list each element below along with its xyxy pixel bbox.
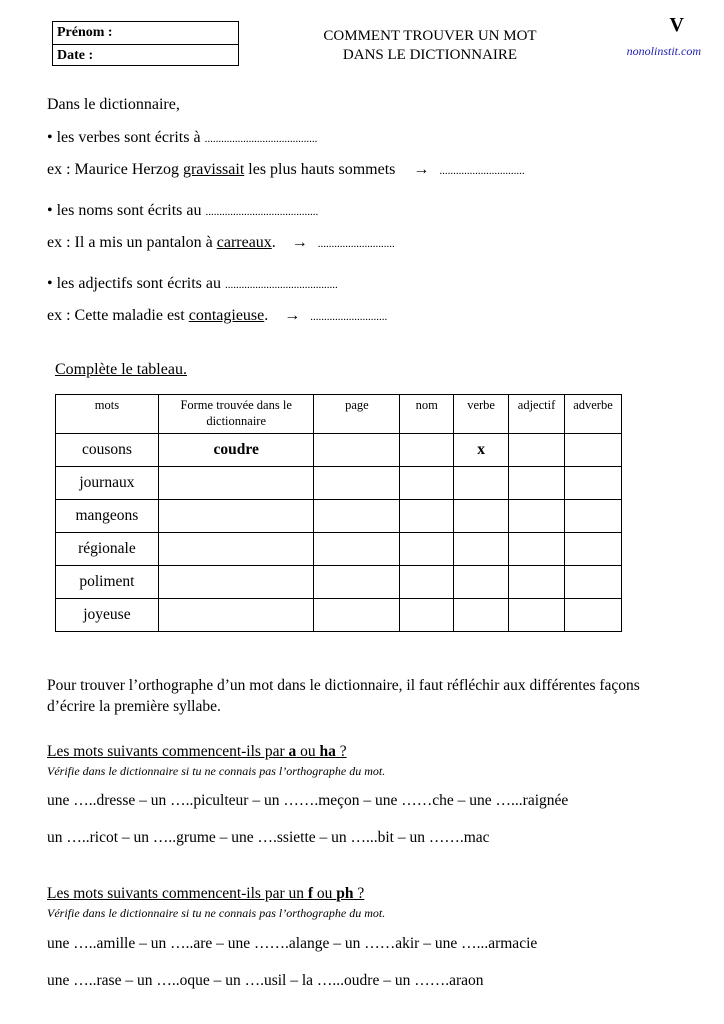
cell-adjectif[interactable] bbox=[509, 434, 565, 467]
cell-page[interactable] bbox=[314, 434, 400, 467]
table-row bbox=[56, 566, 622, 599]
answer-verbes[interactable]: ......................................... bbox=[204, 133, 318, 145]
cell-adverbe[interactable] bbox=[564, 434, 621, 467]
example-1-word: gravissait bbox=[182, 161, 245, 178]
rule-verbes-text: • les verbes sont écrits à bbox=[47, 129, 201, 146]
example-2-word: carreaux bbox=[216, 234, 272, 251]
cell-forme[interactable] bbox=[158, 566, 314, 599]
header-verbe: verbe bbox=[454, 395, 509, 434]
exercise-f-q-pre: Les mots suivants commencent-ils par un bbox=[47, 885, 308, 902]
cell-adverbe[interactable] bbox=[564, 566, 621, 599]
cell-page[interactable] bbox=[314, 599, 400, 632]
exercise-a-q-pre: Les mots suivants commencent-ils par bbox=[47, 743, 289, 760]
table-row bbox=[56, 434, 622, 467]
cell-nom[interactable] bbox=[400, 467, 454, 500]
exercise-a-q-a: a bbox=[288, 743, 297, 760]
cell-adjectif[interactable] bbox=[509, 467, 565, 500]
exercise-a-hint: Vérifie dans le dictionnaire si tu ne connais pas l’orthographe du mot. bbox=[47, 764, 386, 778]
example-1-post: les plus hauts sommets bbox=[244, 161, 396, 178]
answer-example-1[interactable]: ............................... bbox=[439, 165, 525, 177]
exercise-a-line-1[interactable]: une …..dresse – un …..piculteur – un …….meçon – une ……che – une …...raignée bbox=[47, 792, 569, 809]
example-3-post: . bbox=[264, 307, 269, 324]
rule-verbes bbox=[47, 129, 317, 147]
date-label: Date : bbox=[57, 47, 94, 63]
example-3 bbox=[47, 307, 387, 325]
example-3-pre: ex : Cette maladie est bbox=[47, 307, 189, 324]
table-header-row bbox=[56, 395, 622, 434]
exercise-f-q-mid: ou bbox=[313, 885, 337, 902]
cell-forme[interactable] bbox=[158, 533, 314, 566]
header-mots: mots bbox=[56, 395, 159, 434]
exercise-f-question bbox=[47, 885, 364, 903]
cell-forme[interactable] bbox=[158, 599, 314, 632]
cell-verbe[interactable] bbox=[454, 533, 509, 566]
cell-adjectif[interactable] bbox=[509, 500, 565, 533]
cell-mot: régionale bbox=[56, 533, 159, 566]
cell-nom[interactable] bbox=[400, 533, 454, 566]
header-nom: nom bbox=[400, 395, 454, 434]
cell-verbe[interactable] bbox=[454, 500, 509, 533]
rule-noms-text: • les noms sont écrits au bbox=[47, 202, 202, 219]
cell-adverbe[interactable] bbox=[564, 599, 621, 632]
cell-adverbe[interactable] bbox=[564, 500, 621, 533]
exercise-a-line-2[interactable]: un …..ricot – un …..grume – une ….ssiette – un …...bit – un …….mac bbox=[47, 829, 490, 846]
cell-page[interactable] bbox=[314, 533, 400, 566]
exercise-a-question bbox=[47, 743, 347, 761]
cell-mot: joyeuse bbox=[56, 599, 159, 632]
site-link[interactable]: nonolinstit.com bbox=[626, 44, 701, 58]
prenom-label: Prénom : bbox=[57, 25, 113, 40]
cell-adjectif[interactable] bbox=[509, 566, 565, 599]
cell-mot: journaux bbox=[56, 467, 159, 500]
cell-nom[interactable] bbox=[400, 566, 454, 599]
ortho-line-1: Pour trouver l’orthographe d’un mot dans le dictionnaire, il faut réfléchir aux différentes façons bbox=[47, 677, 640, 694]
rule-adjectifs-text: • les adjectifs sont écrits au bbox=[47, 275, 221, 292]
example-2 bbox=[47, 234, 395, 252]
rule-noms bbox=[47, 202, 318, 220]
cell-mot: poliment bbox=[56, 566, 159, 599]
answer-example-2[interactable]: ............................ bbox=[317, 238, 395, 250]
cell-mot: mangeons bbox=[56, 500, 159, 533]
exercise-a-q-ha: ha bbox=[319, 743, 336, 760]
date-field[interactable] bbox=[53, 44, 238, 67]
cell-nom[interactable] bbox=[400, 599, 454, 632]
cell-adjectif[interactable] bbox=[509, 599, 565, 632]
ortho-line-2: d’écrire la première syllabe. bbox=[47, 698, 221, 715]
rule-adjectifs bbox=[47, 275, 338, 293]
exercise-f-line-1[interactable]: une …..amille – un …..are – une …….alange – un ……akir – une …...armacie bbox=[47, 935, 538, 952]
example-3-word: contagieuse bbox=[188, 307, 265, 324]
cell-forme[interactable] bbox=[158, 500, 314, 533]
prenom-field[interactable] bbox=[53, 22, 238, 44]
level-badge: V bbox=[669, 14, 684, 36]
title-line-2: DANS LE DICTIONNAIRE bbox=[342, 47, 518, 63]
cell-page[interactable] bbox=[314, 467, 400, 500]
table-row bbox=[56, 467, 622, 500]
cell-forme[interactable]: coudre bbox=[158, 434, 314, 467]
intro-heading: Dans le dictionnaire, bbox=[47, 96, 180, 113]
answer-noms[interactable]: ......................................... bbox=[205, 206, 319, 218]
example-2-pre: ex : Il a mis un pantalon à bbox=[47, 234, 217, 251]
cell-adverbe[interactable] bbox=[564, 533, 621, 566]
cell-mot: cousons bbox=[56, 434, 159, 467]
cell-adverbe[interactable] bbox=[564, 467, 621, 500]
table-row bbox=[56, 500, 622, 533]
cell-verbe[interactable]: x bbox=[454, 434, 509, 467]
page-title bbox=[300, 27, 560, 65]
words-table bbox=[55, 394, 622, 632]
example-1 bbox=[47, 161, 525, 179]
header-page: page bbox=[314, 395, 400, 434]
cell-nom[interactable] bbox=[400, 500, 454, 533]
header-forme: Forme trouvée dans le dictionnaire bbox=[158, 395, 314, 434]
header-adverbe: adverbe bbox=[564, 395, 621, 434]
example-1-pre: ex : Maurice Herzog bbox=[47, 161, 183, 178]
cell-verbe[interactable] bbox=[454, 599, 509, 632]
table-instruction: Complète le tableau. bbox=[55, 361, 187, 378]
cell-forme[interactable] bbox=[158, 467, 314, 500]
cell-verbe[interactable] bbox=[454, 566, 509, 599]
example-2-post: . bbox=[271, 234, 276, 251]
cell-nom[interactable] bbox=[400, 434, 454, 467]
exercise-f-q-post: ? bbox=[353, 885, 365, 902]
exercise-f-line-2[interactable]: une …..rase – un …..oque – un ….usil – la …...oudre – un …….araon bbox=[47, 972, 484, 989]
cell-page[interactable] bbox=[314, 500, 400, 533]
exercise-a-q-mid: ou bbox=[296, 743, 320, 760]
exercise-f-hint: Vérifie dans le dictionnaire si tu ne connais pas l’orthographe du mot. bbox=[47, 906, 386, 920]
table-row bbox=[56, 533, 622, 566]
answer-example-3[interactable]: ............................ bbox=[310, 311, 388, 323]
answer-adjectifs[interactable]: ......................................... bbox=[225, 279, 338, 291]
cell-adjectif[interactable] bbox=[509, 533, 565, 566]
cell-page[interactable] bbox=[314, 566, 400, 599]
header-adjectif: adjectif bbox=[509, 395, 565, 434]
arrow-icon: → bbox=[291, 234, 308, 251]
exercise-f-q-f: f bbox=[307, 885, 314, 902]
table-row bbox=[56, 599, 622, 632]
arrow-icon: → bbox=[413, 161, 430, 178]
identity-box bbox=[52, 21, 239, 66]
exercise-f-q-ph: ph bbox=[336, 885, 354, 902]
exercise-a-q-post: ? bbox=[335, 743, 347, 760]
title-line-1: COMMENT TROUVER UN MOT bbox=[323, 28, 537, 44]
arrow-icon: → bbox=[284, 307, 301, 324]
cell-verbe[interactable] bbox=[454, 467, 509, 500]
